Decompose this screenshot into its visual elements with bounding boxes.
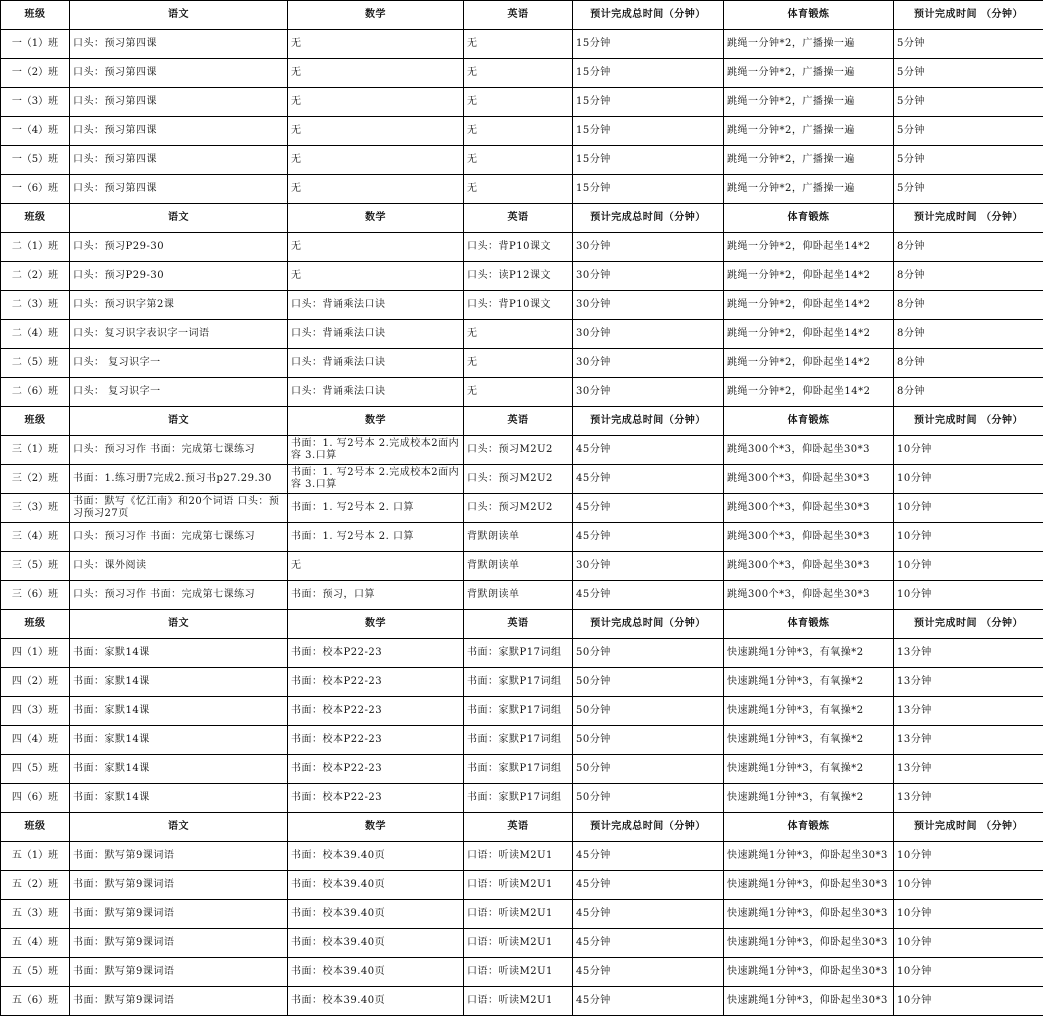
column-header-pe: 体育锻炼 [724,610,894,639]
cell-class: 四（1）班 [1,639,70,668]
cell-pe: 快速跳绳1分钟*3，有氧操*2 [724,639,894,668]
column-header-chinese: 语文 [70,204,288,233]
cell-chinese: 书面：家默14课 [70,726,288,755]
cell-math: 书面：1. 写2号本 2. 口算 [288,523,464,552]
cell-english: 无 [464,59,573,88]
cell-english: 背默朗读单 [464,523,573,552]
column-header-math: 数学 [288,813,464,842]
cell-class: 四（6）班 [1,784,70,813]
cell-total-time: 30分钟 [573,378,724,407]
cell-pe-time: 10分钟 [894,552,1043,581]
cell-class: 一（4）班 [1,117,70,146]
cell-total-time: 30分钟 [573,320,724,349]
cell-class: 一（3）班 [1,88,70,117]
cell-total-time: 45分钟 [573,842,724,871]
column-header-total-time: 预计完成总时间（分钟） [573,1,724,30]
column-header-pe-time: 预计完成时间 （分钟） [894,813,1043,842]
column-header-pe-time: 预计完成时间 （分钟） [894,407,1043,436]
table-row [1,523,1043,552]
cell-class: 二（6）班 [1,378,70,407]
cell-chinese: 口头：预习习作 书面：完成第七课练习 [70,523,288,552]
cell-math: 无 [288,262,464,291]
cell-total-time: 30分钟 [573,291,724,320]
cell-english: 口语：听读M2U1 [464,987,573,1016]
cell-chinese: 口头：预习习作 书面：完成第七课练习 [70,581,288,610]
cell-pe: 跳绳一分钟*2，仰卧起坐14*2 [724,378,894,407]
table-row [1,697,1043,726]
cell-english: 无 [464,146,573,175]
cell-class: 五（3）班 [1,900,70,929]
cell-total-time: 45分钟 [573,523,724,552]
cell-math: 书面：校本39.40页 [288,900,464,929]
cell-class: 二（1）班 [1,233,70,262]
column-header-class: 班级 [1,813,70,842]
cell-chinese: 书面：默写第9课词语 [70,958,288,987]
cell-total-time: 30分钟 [573,552,724,581]
cell-math: 书面：校本39.40页 [288,871,464,900]
cell-class: 三（1）班 [1,436,70,465]
cell-pe-time: 10分钟 [894,523,1043,552]
table-row [1,871,1043,900]
column-header-chinese: 语文 [70,1,288,30]
table-row [1,987,1043,1016]
cell-pe-time: 13分钟 [894,697,1043,726]
header-row [1,204,1043,233]
cell-total-time: 15分钟 [573,117,724,146]
cell-chinese: 书面：家默14课 [70,639,288,668]
cell-pe-time: 10分钟 [894,494,1043,523]
column-header-chinese: 语文 [70,407,288,436]
cell-pe: 跳绳一分钟*2，仰卧起坐14*2 [724,349,894,378]
cell-pe-time: 5分钟 [894,146,1043,175]
cell-english: 书面：家默P17词组 [464,755,573,784]
table-row [1,262,1043,291]
cell-class: 三（5）班 [1,552,70,581]
table-row [1,726,1043,755]
cell-chinese: 书面：家默14课 [70,668,288,697]
table-row [1,349,1043,378]
cell-math: 无 [288,30,464,59]
cell-pe: 快速跳绳1分钟*3，仰卧起坐30*3 [724,871,894,900]
cell-math: 书面：预习，口算 [288,581,464,610]
column-header-math: 数学 [288,610,464,639]
cell-math: 口头：背诵乘法口诀 [288,320,464,349]
cell-english: 口语：听读M2U1 [464,900,573,929]
table-row [1,639,1043,668]
cell-total-time: 45分钟 [573,871,724,900]
cell-pe: 跳绳一分钟*2，广播操一遍 [724,146,894,175]
column-header-class: 班级 [1,204,70,233]
cell-pe-time: 10分钟 [894,871,1043,900]
cell-english: 书面：家默P17词组 [464,697,573,726]
cell-pe: 快速跳绳1分钟*3，仰卧起坐30*3 [724,900,894,929]
cell-total-time: 45分钟 [573,987,724,1016]
cell-chinese: 口头：预习P29-30 [70,262,288,291]
cell-english: 口语：听读M2U1 [464,958,573,987]
cell-class: 一（1）班 [1,30,70,59]
cell-math: 口头：背诵乘法口诀 [288,378,464,407]
cell-chinese: 书面：家默14课 [70,755,288,784]
cell-class: 三（6）班 [1,581,70,610]
cell-pe: 快速跳绳1分钟*3，有氧操*2 [724,697,894,726]
table-row [1,552,1043,581]
column-header-math: 数学 [288,204,464,233]
column-header-pe-time: 预计完成时间 （分钟） [894,610,1043,639]
cell-math: 口头：背诵乘法口诀 [288,291,464,320]
cell-math: 无 [288,146,464,175]
cell-math: 口头：背诵乘法口诀 [288,349,464,378]
column-header-pe-time: 预计完成时间 （分钟） [894,204,1043,233]
cell-math: 书面：校本39.40页 [288,929,464,958]
cell-english: 无 [464,30,573,59]
cell-english: 无 [464,88,573,117]
cell-class: 四（4）班 [1,726,70,755]
cell-total-time: 30分钟 [573,233,724,262]
cell-pe: 跳绳300个*3，仰卧起坐30*3 [724,581,894,610]
cell-total-time: 15分钟 [573,88,724,117]
cell-english: 口头：预习M2U2 [464,436,573,465]
cell-math: 无 [288,233,464,262]
cell-pe: 跳绳一分钟*2，仰卧起坐14*2 [724,233,894,262]
cell-pe-time: 8分钟 [894,378,1043,407]
column-header-total-time: 预计完成总时间（分钟） [573,407,724,436]
cell-english: 口语：听读M2U1 [464,871,573,900]
cell-pe-time: 5分钟 [894,88,1043,117]
cell-pe-time: 10分钟 [894,929,1043,958]
header-row [1,1,1043,30]
cell-chinese: 口头：预习第四课 [70,59,288,88]
cell-pe-time: 13分钟 [894,755,1043,784]
cell-class: 三（2）班 [1,465,70,494]
column-header-pe: 体育锻炼 [724,407,894,436]
cell-total-time: 50分钟 [573,755,724,784]
column-header-chinese: 语文 [70,813,288,842]
cell-chinese: 口头：预习第四课 [70,88,288,117]
cell-pe-time: 10分钟 [894,987,1043,1016]
cell-chinese: 口头：预习第四课 [70,146,288,175]
cell-english: 背默朗读单 [464,552,573,581]
cell-pe: 跳绳300个*3，仰卧起坐30*3 [724,523,894,552]
cell-total-time: 50分钟 [573,697,724,726]
cell-pe-time: 10分钟 [894,842,1043,871]
cell-pe: 跳绳一分钟*2，仰卧起坐14*2 [724,262,894,291]
cell-english: 书面：家默P17词组 [464,784,573,813]
cell-total-time: 30分钟 [573,262,724,291]
cell-class: 三（3）班 [1,494,70,523]
cell-pe-time: 10分钟 [894,581,1043,610]
cell-class: 二（4）班 [1,320,70,349]
column-header-class: 班级 [1,610,70,639]
cell-chinese: 口头：预习P29-30 [70,233,288,262]
column-header-pe: 体育锻炼 [724,1,894,30]
cell-pe-time: 5分钟 [894,117,1043,146]
table-body [1,1,1043,1016]
cell-pe: 快速跳绳1分钟*3，仰卧起坐30*3 [724,929,894,958]
cell-math: 书面：校本39.40页 [288,987,464,1016]
cell-pe-time: 8分钟 [894,291,1043,320]
cell-english: 书面：家默P17词组 [464,726,573,755]
cell-pe: 跳绳一分钟*2，广播操一遍 [724,59,894,88]
column-header-chinese: 语文 [70,610,288,639]
cell-pe-time: 8分钟 [894,262,1043,291]
cell-math: 书面：校本P22-23 [288,668,464,697]
table-row [1,320,1043,349]
cell-pe: 跳绳300个*3，仰卧起坐30*3 [724,465,894,494]
cell-english: 口头：背P10课文 [464,233,573,262]
table-row [1,291,1043,320]
cell-class: 一（6）班 [1,175,70,204]
table-row [1,117,1043,146]
header-row [1,407,1043,436]
cell-math: 书面：1. 写2号本 2.完成校本2面内容 3.口算 [288,436,464,465]
cell-math: 无 [288,59,464,88]
cell-pe-time: 13分钟 [894,784,1043,813]
table-row [1,755,1043,784]
table-row [1,146,1043,175]
cell-pe: 快速跳绳1分钟*3，仰卧起坐30*3 [724,987,894,1016]
table-row [1,668,1043,697]
cell-english: 无 [464,320,573,349]
cell-total-time: 50分钟 [573,726,724,755]
cell-math: 书面：1. 写2号本 2. 口算 [288,494,464,523]
cell-pe-time: 13分钟 [894,668,1043,697]
cell-math: 书面：校本39.40页 [288,842,464,871]
cell-english: 口头：读P12课文 [464,262,573,291]
column-header-english: 英语 [464,1,573,30]
cell-class: 二（2）班 [1,262,70,291]
table-row [1,900,1043,929]
cell-chinese: 书面：默写第9课词语 [70,900,288,929]
cell-class: 二（5）班 [1,349,70,378]
cell-total-time: 15分钟 [573,59,724,88]
column-header-pe: 体育锻炼 [724,204,894,233]
table-row [1,784,1043,813]
cell-chinese: 口头： 复习识字一 [70,378,288,407]
cell-class: 五（5）班 [1,958,70,987]
table-row [1,929,1043,958]
cell-chinese: 书面：默写第9课词语 [70,987,288,1016]
cell-class: 二（3）班 [1,291,70,320]
cell-chinese: 口头：预习习作 书面：完成第七课练习 [70,436,288,465]
table-row [1,59,1043,88]
cell-pe-time: 13分钟 [894,726,1043,755]
cell-english: 口头：预习M2U2 [464,494,573,523]
cell-english: 口头：预习M2U2 [464,465,573,494]
cell-chinese: 书面：家默14课 [70,697,288,726]
cell-english: 无 [464,349,573,378]
cell-total-time: 50分钟 [573,784,724,813]
column-header-total-time: 预计完成总时间（分钟） [573,204,724,233]
cell-math: 书面：1. 写2号本 2.完成校本2面内容 3.口算 [288,465,464,494]
cell-math: 无 [288,88,464,117]
cell-class: 三（4）班 [1,523,70,552]
cell-math: 书面：校本P22-23 [288,726,464,755]
cell-pe: 跳绳300个*3，仰卧起坐30*3 [724,494,894,523]
cell-pe-time: 8分钟 [894,320,1043,349]
cell-chinese: 书面：默写《忆江南》和20个词语 口头：预习预习27页 [70,494,288,523]
column-header-class: 班级 [1,1,70,30]
cell-class: 五（6）班 [1,987,70,1016]
cell-english: 无 [464,117,573,146]
cell-pe-time: 8分钟 [894,233,1043,262]
cell-math: 无 [288,117,464,146]
column-header-total-time: 预计完成总时间（分钟） [573,813,724,842]
cell-pe-time: 5分钟 [894,30,1043,59]
cell-math: 无 [288,552,464,581]
cell-pe: 跳绳一分钟*2，广播操一遍 [724,175,894,204]
cell-pe: 跳绳一分钟*2，仰卧起坐14*2 [724,320,894,349]
cell-pe: 快速跳绳1分钟*3，有氧操*2 [724,726,894,755]
table-row [1,88,1043,117]
cell-chinese: 书面：1.练习册7完成2.预习书p27.29.30 [70,465,288,494]
cell-total-time: 45分钟 [573,465,724,494]
cell-english: 背默朗读单 [464,581,573,610]
cell-chinese: 口头：预习第四课 [70,175,288,204]
cell-english: 无 [464,175,573,204]
cell-total-time: 45分钟 [573,436,724,465]
column-header-english: 英语 [464,204,573,233]
cell-pe-time: 10分钟 [894,958,1043,987]
cell-total-time: 45分钟 [573,929,724,958]
table-row [1,958,1043,987]
cell-total-time: 50分钟 [573,639,724,668]
cell-total-time: 50分钟 [573,668,724,697]
cell-chinese: 口头：预习识字第2课 [70,291,288,320]
cell-class: 五（4）班 [1,929,70,958]
cell-total-time: 45分钟 [573,581,724,610]
cell-chinese: 书面：默写第9课词语 [70,929,288,958]
cell-english: 口头：背P10课文 [464,291,573,320]
cell-math: 书面：校本P22-23 [288,697,464,726]
cell-chinese: 口头：复习识字表识字一词语 [70,320,288,349]
cell-class: 四（3）班 [1,697,70,726]
cell-class: 一（5）班 [1,146,70,175]
cell-math: 书面：校本39.40页 [288,958,464,987]
table-row [1,378,1043,407]
cell-english: 无 [464,378,573,407]
column-header-english: 英语 [464,610,573,639]
table-row [1,581,1043,610]
cell-total-time: 15分钟 [573,30,724,59]
header-row [1,813,1043,842]
cell-pe: 跳绳一分钟*2，广播操一遍 [724,88,894,117]
cell-chinese: 书面：默写第9课词语 [70,871,288,900]
cell-pe-time: 8分钟 [894,349,1043,378]
cell-math: 无 [288,175,464,204]
cell-english: 书面：家默P17词组 [464,639,573,668]
cell-total-time: 45分钟 [573,958,724,987]
cell-total-time: 45分钟 [573,900,724,929]
cell-math: 书面：校本P22-23 [288,784,464,813]
cell-total-time: 15分钟 [573,146,724,175]
cell-pe: 跳绳一分钟*2，广播操一遍 [724,117,894,146]
table-row [1,233,1043,262]
cell-math: 书面：校本P22-23 [288,755,464,784]
column-header-math: 数学 [288,407,464,436]
table-row [1,465,1043,494]
cell-class: 五（1）班 [1,842,70,871]
cell-math: 书面：校本P22-23 [288,639,464,668]
cell-pe-time: 10分钟 [894,900,1043,929]
cell-class: 四（5）班 [1,755,70,784]
cell-pe-time: 5分钟 [894,59,1043,88]
cell-english: 口语：听读M2U1 [464,929,573,958]
column-header-total-time: 预计完成总时间（分钟） [573,610,724,639]
cell-pe-time: 10分钟 [894,436,1043,465]
cell-pe-time: 10分钟 [894,465,1043,494]
cell-pe: 跳绳300个*3，仰卧起坐30*3 [724,552,894,581]
cell-pe: 快速跳绳1分钟*3，有氧操*2 [724,784,894,813]
cell-pe: 跳绳一分钟*2，仰卧起坐14*2 [724,291,894,320]
cell-pe: 跳绳一分钟*2，广播操一遍 [724,30,894,59]
cell-total-time: 30分钟 [573,349,724,378]
cell-chinese: 口头：预习第四课 [70,117,288,146]
column-header-pe-time: 预计完成时间 （分钟） [894,1,1043,30]
column-header-english: 英语 [464,407,573,436]
cell-pe: 快速跳绳1分钟*3，仰卧起坐30*3 [724,958,894,987]
cell-english: 书面：家默P17词组 [464,668,573,697]
column-header-math: 数学 [288,1,464,30]
cell-english: 口语：听读M2U1 [464,842,573,871]
table-row [1,436,1043,465]
cell-class: 五（2）班 [1,871,70,900]
column-header-pe: 体育锻炼 [724,813,894,842]
column-header-english: 英语 [464,813,573,842]
cell-pe-time: 5分钟 [894,175,1043,204]
cell-total-time: 15分钟 [573,175,724,204]
cell-pe: 快速跳绳1分钟*3，仰卧起坐30*3 [724,842,894,871]
cell-pe: 跳绳300个*3，仰卧起坐30*3 [724,436,894,465]
cell-chinese: 口头：课外阅读 [70,552,288,581]
cell-total-time: 45分钟 [573,494,724,523]
cell-chinese: 口头： 复习识字一 [70,349,288,378]
cell-class: 四（2）班 [1,668,70,697]
cell-class: 一（2）班 [1,59,70,88]
table-row [1,30,1043,59]
header-row [1,610,1043,639]
cell-pe: 快速跳绳1分钟*3，有氧操*2 [724,755,894,784]
cell-pe-time: 13分钟 [894,639,1043,668]
column-header-class: 班级 [1,407,70,436]
table-row [1,175,1043,204]
cell-chinese: 书面：家默14课 [70,784,288,813]
cell-chinese: 口头：预习第四课 [70,30,288,59]
cell-pe: 快速跳绳1分钟*3，有氧操*2 [724,668,894,697]
table-row [1,494,1043,523]
cell-chinese: 书面：默写第9课词语 [70,842,288,871]
table-row [1,842,1043,871]
